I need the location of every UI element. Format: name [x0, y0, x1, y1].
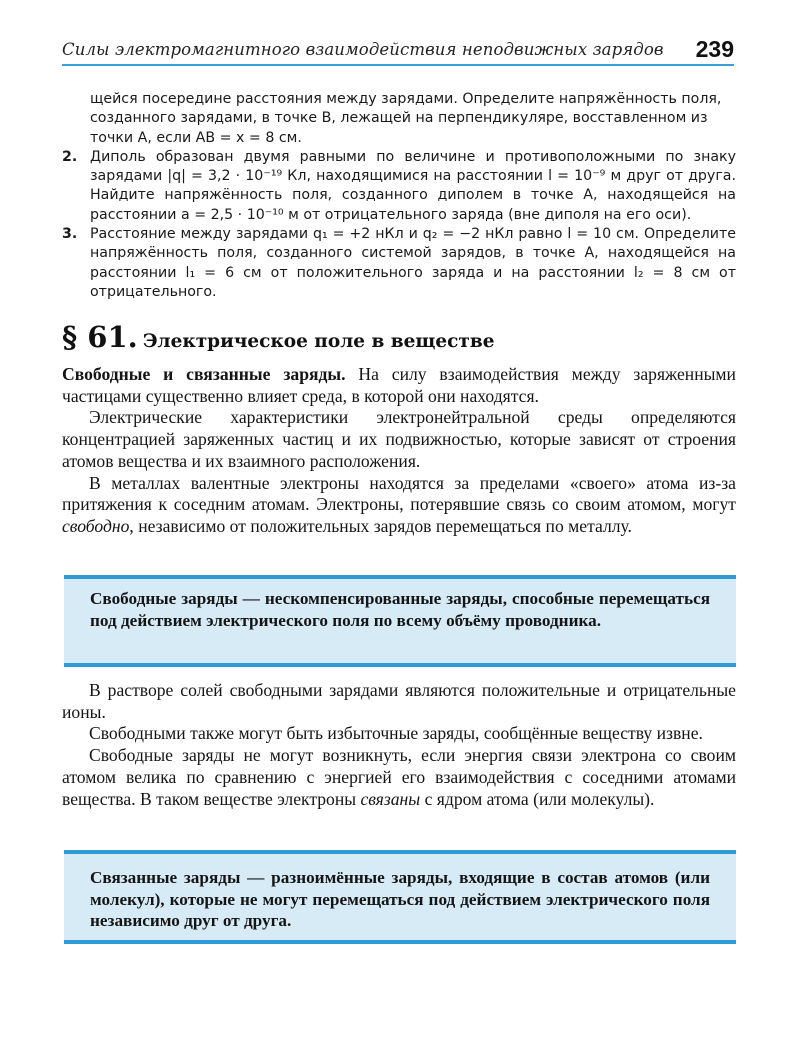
paragraph-5: Свободными также могут быть избыточные заряды, сообщённые веществу извне.: [89, 723, 703, 744]
header-title: Силы электромагнитного взаимодействия неподвижных зарядов: [62, 40, 664, 59]
task-2: [62, 148, 736, 225]
task-list: [62, 90, 736, 302]
paragraph-6: [62, 745, 736, 810]
section-title: Электрическое поле в веществе: [142, 331, 495, 352]
emphasis-svyazany: связаны: [360, 788, 421, 809]
body-block-2: [62, 680, 736, 810]
definition-box-bound-charges: [64, 850, 736, 944]
paragraph-6-text-a: Свободные заряды не могут возникнуть, если энергия связи электрона со своим атомом велика по сравнению с энергией его взаимодействия с соседними атомами вещества. В таком веществе электроны: [62, 745, 736, 809]
run-in-heading: Свободные и связанные заряды.: [62, 364, 346, 384]
task-2-number: 2.: [62, 148, 78, 165]
paragraph-1: [62, 364, 736, 407]
emphasis-svobodno: свободно: [62, 515, 130, 536]
definition-box-free-charges: [64, 575, 736, 667]
definition-bound-charges: Связанные заряды — разноимённые заряды, входящие в состав атомов (или молекул), которые не могут перемещаться под действием электрического поля независимо друг от друга.: [90, 868, 710, 931]
task-3-number: 3.: [62, 226, 78, 243]
running-header: [62, 34, 734, 68]
task-3-text: Расстояние между зарядами q₁ = +2 нКл и q₂ = −2 нКл равно l = 10 см. Определите напряжённость поля, созданного системой зарядов, в точке A, находящейся на расстоянии l₁ = 6 см от положительного заряда и на расстоянии l₂ = 8 см от отрицательного.: [90, 226, 736, 300]
paragraph-1-text: На силу взаимодействия между заряженными частицами существенно влияет среда, в которой они находятся.: [62, 364, 736, 406]
paragraph-3: [62, 473, 736, 538]
paragraph-6-text-b: с ядром атома (или молекулы).: [420, 788, 655, 809]
task-2-text: Диполь образован двумя равными по величине и противоположными по знаку зарядами |q| = 3,2 · 10⁻¹⁹ Кл, находящимися на расстоянии l = 10⁻⁹ м друг от друга. Найдите напряжённость поля, созданного диполем в точке A, находящейся на расстоянии a = 2,5 · 10⁻¹⁰ м от отрицательного заряда (вне диполя на его оси).: [90, 148, 736, 223]
header-rule: [62, 64, 734, 66]
task-1-line-1: щейся посередине расстояния между зарядами. Определите напряжённость поля,: [90, 91, 722, 107]
task-1-continuation: [62, 90, 736, 148]
task-3: [62, 225, 736, 302]
paragraph-2: Электрические характеристики электронейтральной среды определяются концентрацией заряженных частиц и их подвижностью, которые зависят от строения атомов вещества и их взаимного расположения.: [62, 407, 736, 471]
page-number: 239: [695, 36, 734, 62]
body-block-1: [62, 364, 736, 538]
paragraph-3-text-b: , независимо от положительных зарядов перемещаться по металлу.: [129, 515, 632, 536]
task-1-line-3: точки A, если AB = x = 8 см.: [90, 129, 302, 146]
section-number: § 61.: [62, 320, 138, 354]
paragraph-3-text-a: В металлах валентные электроны находятся за пределами «своего» атома из-за притяжения к соседним атомам. Электроны, потерявшие связь со своим атомом, могут: [62, 472, 736, 515]
task-1-line-2: созданного зарядами, в точке B, лежащей на перпендикуляре, восставленном из: [90, 110, 708, 127]
definition-free-charges: Свободные заряды — нескомпенсированные заряды, способные перемещаться под действием электрического поля по всему объёму проводника.: [90, 589, 710, 630]
paragraph-4: В растворе солей свободными зарядами являются положительные и отрицательные ионы.: [62, 680, 736, 722]
section-heading: [62, 320, 736, 354]
